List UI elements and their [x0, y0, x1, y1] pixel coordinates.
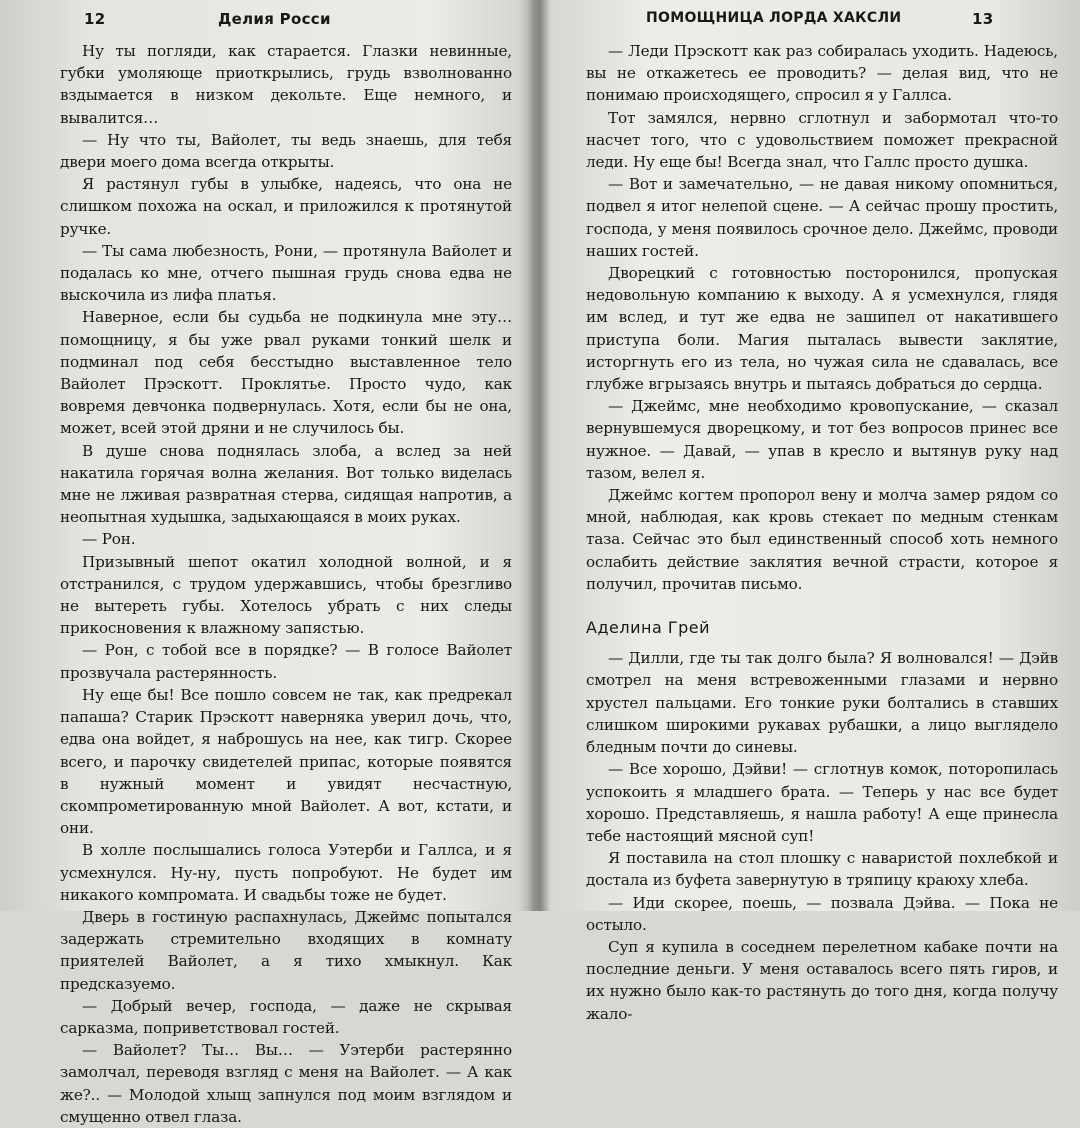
paragraph: — Джеймс, мне необходимо кровопускание, — сказал вернувшемуся дворецкому, и тот без вопросов принес все нужное. — Давай, — упав в кресло и вытянув руку над тазом, велел я.	[586, 397, 1058, 482]
paragraph: Ну ты погляди, как старается. Глазки невинные, губки умоляюще приоткрылись, грудь взволнованно вздымается в низком декольте. Еще немного, и вывалится…	[60, 42, 512, 127]
paragraph: Я поставила на стол плошку с наваристой похлебкой и достала из буфета завернутую в тряпицу краюху хлеба.	[586, 849, 1058, 890]
paragraph: — Дилли, где ты так долго была? Я волновался! — Дэйв смотрел на меня встревоженными глазами и нервно хрустел пальцами. Его тонкие руки болтались в ставших слишком широкими рукавах рубашки, а лицо выглядело бледным почти до синевы.	[586, 649, 1058, 757]
paragraph: Дворецкий с готовностью посторонился, пропуская недовольную компанию к выходу. А я усмехнулся, глядя им вслед, и тут же едва не зашипел от накатившего приступа боли. Магия пыталась вывести заклятие, исторгнуть его из тела, но чужая сила не сдавалась, все глубже вгрызаясь внутрь и пытаясь добраться до сердца.	[586, 264, 1058, 394]
right-page-text	[586, 40, 1058, 1025]
paragraph: В душе снова поднялась злоба, а вслед за ней накатила горячая волна желания. Вот только виделась мне не лживая развратная стерва, сидящая напротив, а неопытная худышка, задыхающаяся в моих руках.	[60, 441, 512, 527]
left-page-text	[60, 40, 512, 1128]
section-heading: Аделина Грей	[586, 618, 710, 638]
paragraph: Джеймс когтем пропорол вену и молча замер рядом со мной, наблюдая, как кровь стекает по медным стенкам таза. Сейчас это был единственный способ хоть немного ослабить действие заклятия вечной страсти, которое я получил, прочитав письмо.	[586, 486, 1058, 593]
paragraph: В холле послышались голоса Уэтерби и Галлса, и я усмехнулся. Ну-ну, пусть попробуют. Не будет им никакого компромата. И свадьбы тоже не будет.	[60, 841, 512, 904]
paragraph: — Рон.	[82, 530, 136, 549]
paragraph: — Рон, с тобой все в порядке? — В голосе Вайолет прозвучала растерянность.	[60, 641, 512, 682]
paragraph: — Добрый вечер, господа, — даже не скрывая сарказма, поприветствовал гостей.	[60, 996, 512, 1037]
paragraph: Дверь в гостиную распахнулась, Джеймс попытался задержать стремительно входящих в комнату приятелей Вайолет, а я тихо хмыкнул. Как предсказуемо.	[60, 907, 512, 993]
running-title-book: ПОМОЩНИЦА ЛОРДА ХАКСЛИ	[646, 10, 902, 26]
right-page	[548, 0, 1080, 1023]
paragraph: — Вот и замечательно, — не давая никому опомниться, подвел я итог нелепой сцене. — А сейчас прошу простить, господа, у меня появилось срочное дело. Джеймс, проводи наших гостей.	[586, 175, 1058, 260]
paragraph: Тот замялся, нервно сглотнул и забормотал что-то насчет того, что с удовольствием поможет прекрасной леди. Ну еще бы! Всегда знал, что Галлс просто душка.	[586, 108, 1058, 172]
left-page	[0, 0, 532, 1126]
paragraph: Суп я купила в соседнем перелетном кабаке почти на последние деньги. У меня оставалось всего пять гиров, и их нужно было как-то растянуть до того дня, когда получу жало-	[586, 937, 1058, 1023]
paragraph: — Все хорошо, Дэйви! — сглотнув комок, поторопилась успокоить я младшего брата. — Теперь у нас все будет хорошо. Представляешь, я нашла работу! А еще принесла тебе настоящий мясной суп!	[586, 760, 1058, 845]
paragraph: Наверное, если бы судьба не подкинула мне эту… помощницу, я бы уже рвал руками тонкий шелк и подминал под себя бесстыдно выставленное тело Вайолет Прэскотт. Проклятье. Просто чудо, как вовремя девчонка подвернулась. Хотя, если бы не она, может, всей этой дряни и не случилось бы.	[60, 308, 512, 438]
running-title-author: Делия Росси	[218, 10, 331, 28]
paragraph: — Вайолет? Ты… Вы… — Уэтерби растерянно замолчал, переводя взгляд с меня на Вайолет. — А как же?.. — Молодой хлыщ запнулся под моим взглядом и смущенно отвел глаза.	[60, 1041, 512, 1126]
paragraph: Я растянул губы в улыбке, надеясь, что она не слишком похожа на оскал, и приложился к протянутой ручке.	[60, 175, 512, 238]
paragraph: — Леди Прэскотт как раз собиралась уходить. Надеюсь, вы не откажетесь ее проводить? — делая вид, что не понимаю происходящего, спросил я у Галлса.	[586, 42, 1058, 105]
paragraph: Призывный шепот окатил холодной волной, и я отстранился, с трудом удержавшись, чтобы брезгливо не вытереть губы. Хотелось убрать с них следы прикосновения к влажному запястью.	[60, 552, 512, 638]
paragraph: — Иди скорее, поешь, — позвала Дэйва. — Пока не остыло.	[586, 893, 1058, 934]
page-number: 12	[84, 10, 106, 28]
paragraph: — Ты сама любезность, Рони, — протянула Вайолет и подалась ко мне, отчего пышная грудь снова едва не выскочила из лифа платья.	[60, 241, 512, 305]
paragraph: Ну еще бы! Все пошло совсем не так, как предрекал папаша? Старик Прэскотт наверняка уверил дочь, что, едва она войдет, я наброшусь на нее, как тигр. Скорее всего, и парочку свидетелей припас, которые появятся в нужный момент и увидят несчастную, скомпрометированную мной Вайолет. А вот, кстати, и они.	[60, 685, 512, 838]
paragraph: — Ну что ты, Вайолет, ты ведь знаешь, для тебя двери моего дома всегда открыты.	[60, 130, 512, 172]
page-number: 13	[972, 10, 994, 28]
book-gutter-shadow	[528, 0, 550, 911]
